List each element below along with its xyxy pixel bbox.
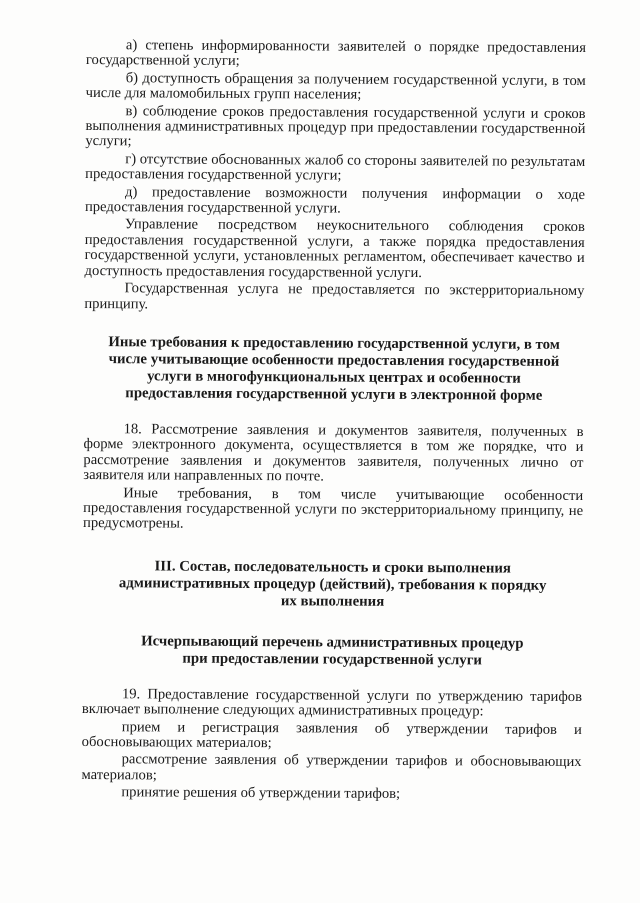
- section-heading-procedures-list: [82, 633, 582, 670]
- heading-line: Исчерпывающий перечень административных процедур: [141, 633, 524, 652]
- page-content: [81, 38, 586, 806]
- paragraph-extraterritorial: Государственная услуга не предоставляется по экстерриториальному принципу.: [84, 280, 585, 312]
- list-item-d: г) отсутствие обоснованных жалоб со стороны заявителей по результатам предоставления государственной услуги;: [85, 151, 586, 184]
- section-heading-iii: [83, 558, 583, 612]
- list-item-b: б) доступность обращения за получением государственной услуги, в том числе для маломобильных групп населения;: [85, 70, 586, 103]
- heading-line: предоставления государственной услуги в электронной форме: [125, 385, 543, 404]
- list-item-a: а) степень информированности заявителей о порядке предоставления государственной услуги;: [85, 37, 586, 70]
- paragraph-other-requirements: Иные требования, в том числе учитывающие особенности предоставления государственной услуги по экстерриториальному принципу, не предусмотрены.: [82, 484, 584, 532]
- paragraph-quality: Управление посредством неукоснительного соблюдения сроков предоставления государственной услуги, а также порядка предоставления государственной услуги, установленных регламентом, обеспечивает качество и доступность предоставления государственной услуги.: [84, 216, 585, 281]
- heading-line: числе учитывающие особенности предоставления государственной: [108, 351, 560, 370]
- heading-line: III. Состав, последовательность и сроки выполнения: [154, 558, 512, 577]
- heading-line: административных процедур (действий), требования к порядку: [118, 574, 547, 594]
- list-item-c: в) соблюдение сроков предоставления государственной услуги и сроков выполнения административных процедур при предоставлении государственной услуги;: [85, 102, 586, 150]
- paragraph-18: 18. Рассмотрение заявления и документов заявителя, полученных в форме электронного документа, осуществляется в том же порядке, что и рассмотрение заявления и документов заявителя, полученных лично от заявителя или направленных по почте.: [83, 421, 584, 485]
- procedure-item-decision: принятие решения об утверждении тарифов;: [121, 784, 401, 803]
- heading-line: при предоставлении государственной услуги: [182, 650, 483, 669]
- procedure-item-reception: прием и регистрация заявления об утверждении тарифов и обосновывающих материалов;: [81, 718, 582, 752]
- list-item-e: д) предоставление возможности получения информации о ходе предоставления государственной услуги.: [84, 183, 586, 217]
- procedure-item-review: рассмотрение заявления об утверждении тарифов и обосновывающих материалов;: [81, 751, 582, 784]
- heading-line: их выполнения: [280, 592, 385, 610]
- paragraph-19: 19. Предоставление государственной услуги по утверждению тарифов включает выполнение следующих административных процедур:: [81, 685, 583, 720]
- heading-line: Иные требования к предоставлению государственной услуги, в том: [108, 334, 560, 353]
- section-heading-other-requirements: [84, 334, 584, 405]
- heading-line: услуги в многофункциональных центрах и особенности: [147, 368, 521, 387]
